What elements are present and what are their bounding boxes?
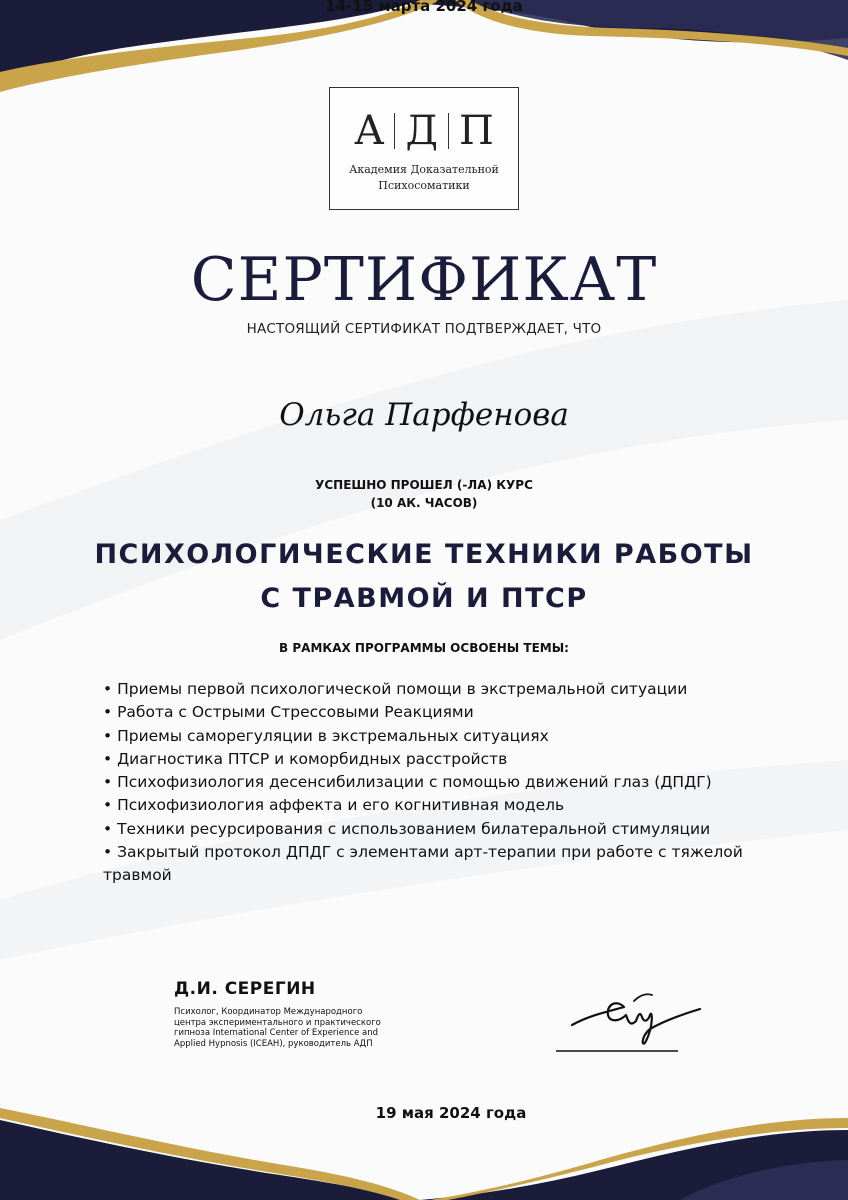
course-title-line2: С ТРАВМОЙ И ПТСР [260,583,588,614]
course-date-range: 14-15 марта 2024 года [325,0,523,15]
logo-subtitle-line1: Академия Доказательной [349,163,499,176]
course-hours: (10 АК. ЧАСОВ) [370,496,478,510]
logo-divider [394,113,395,149]
course-title-line1: ПСИХОЛОГИЧЕСКИЕ ТЕХНИКИ РАБОТЫ [94,539,754,570]
signature-image [550,985,710,1060]
list-item: • Психофизиология аффекта и его когнитивная модель [103,796,565,815]
list-item: • Психофизиология десенсибилизации с помощью движений глаз (ДПДГ) [103,773,712,792]
academy-logo [329,87,519,210]
list-item: • Приемы саморегуляции в экстремальных ситуациях [103,726,549,745]
topics-heading: В РАМКАХ ПРОГРАММЫ ОСВОЕНЫ ТЕМЫ: [279,641,569,655]
recipient-name: Ольга Парфенова [279,397,569,433]
completion-statement [0,476,848,512]
list-item: • Закрытый протокол ДПДГ с элементами арт-терапии при работе с тяжелой травмой [103,843,743,885]
list-item: • Приемы первой психологической помощи в экстремальной ситуации [103,680,688,698]
issue-date: 19 мая 2024 года [375,1104,527,1122]
topics-list [103,678,753,888]
logo-letters [330,108,518,154]
course-title [0,533,848,621]
logo-subtitle [330,162,518,194]
logo-letter-d: Д [405,108,438,154]
logo-divider [448,113,449,149]
list-item: • Работа с Острыми Стрессовыми Реакциями [103,703,474,722]
confirmation-text: НАСТОЯЩИЙ СЕРТИФИКАТ ПОДТВЕРЖДАЕТ, ЧТО [246,321,602,337]
signer-description: Психолог, Координатор Международного центра экспериментального и практического гипноза International Center of Experience and Applied Hypnosis (ICEAH), руководитель АДП [174,1007,381,1049]
logo-letter-a: А [354,108,385,154]
list-item: • Техники ресурсирования с использованием билатеральной стимуляции [103,819,711,838]
signer-name: Д.И. СЕРЕГИН [174,979,316,999]
logo-letter-p: П [458,108,494,154]
certificate-title: СЕРТИФИКАТ [190,245,658,315]
completion-line: УСПЕШНО ПРОШЕЛ (-ЛА) КУРС [315,478,533,492]
logo-subtitle-line2: Психосоматики [378,179,470,192]
list-item: • Диагностика ПТСР и коморбидных расстройств [103,749,508,768]
